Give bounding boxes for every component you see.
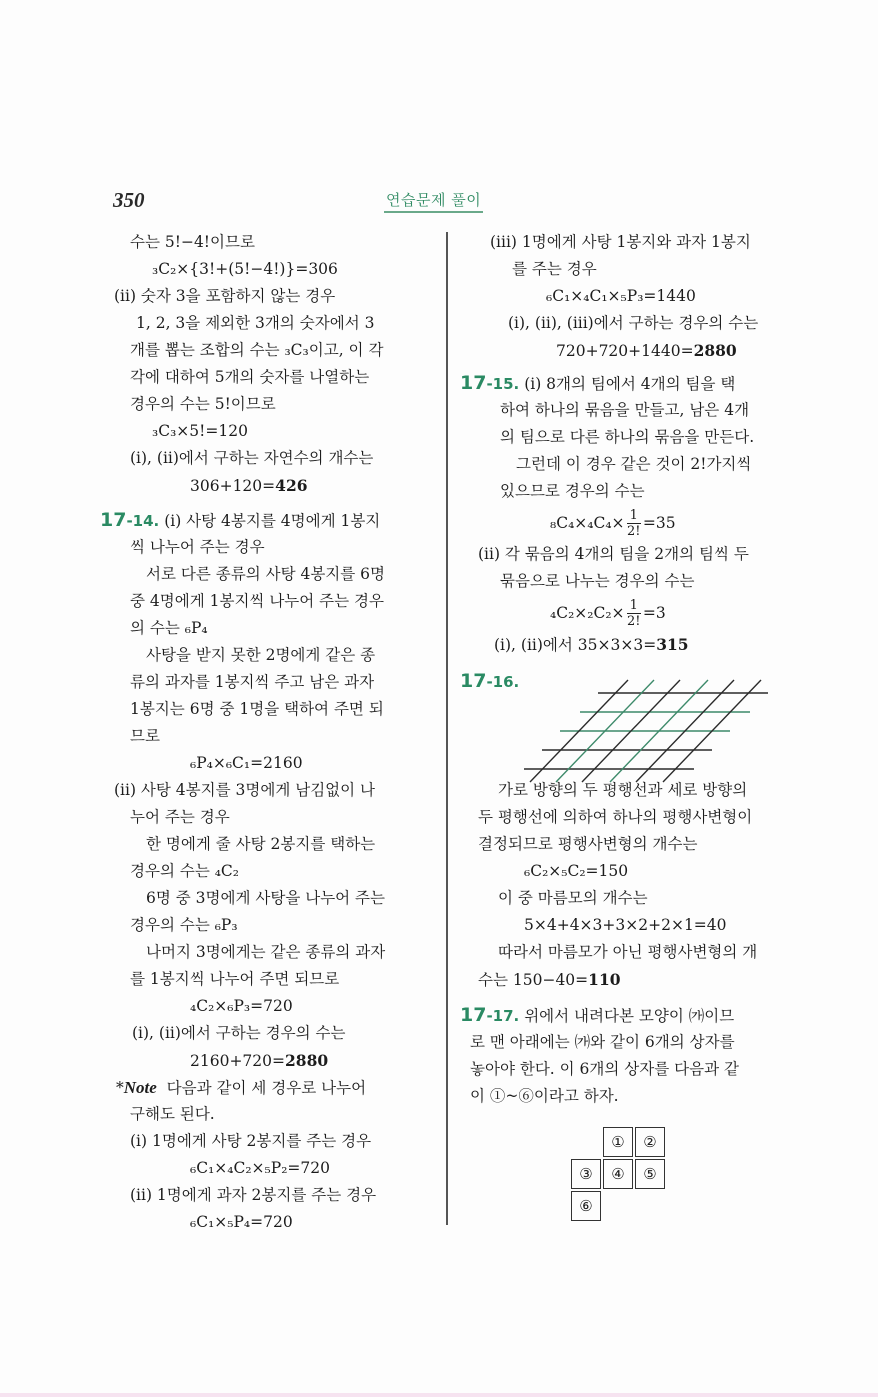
text-line: 사탕을 받지 못한 2명에게 같은 종 bbox=[146, 646, 376, 664]
right-column bbox=[460, 229, 795, 1110]
formula-line: 306+120=426 bbox=[190, 476, 308, 495]
text-line: 서로 다른 종류의 사탕 4봉지를 6명 bbox=[146, 565, 386, 583]
text-line: 하여 하나의 묶음을 만들고, 남은 4개 bbox=[500, 401, 750, 419]
text-line: 경우의 수는 ₄C₂ bbox=[130, 862, 240, 880]
fraction: $\frac{1}{2!}$ bbox=[626, 597, 641, 629]
box-cell: ⑥ bbox=[571, 1191, 601, 1221]
running-head: 연습문제 풀이 bbox=[384, 189, 483, 213]
text-line: 류의 과자를 1봉지씩 주고 남은 과자 bbox=[130, 673, 375, 691]
text-line: 수는 5!−4!이므로 bbox=[130, 233, 255, 251]
note-label: Note bbox=[123, 1078, 157, 1097]
formula-line: 2160+720=2880 bbox=[190, 1051, 329, 1070]
text-line: (i), (ii)에서 구하는 경우의 수는 bbox=[132, 1024, 346, 1042]
formula-line: ₆C₁×₅P₄=720 bbox=[190, 1213, 293, 1231]
problem-number: 17-17. bbox=[460, 1004, 520, 1026]
formula-line: ₆C₁×₄C₂×₅P₂=720 bbox=[190, 1159, 330, 1177]
text-line: 1, 2, 3을 제외한 3개의 숫자에서 3 bbox=[136, 314, 375, 332]
text-line: 한 명에게 줄 사탕 2봉지를 택하는 bbox=[146, 835, 376, 853]
fraction: $\frac{1}{2!}$ bbox=[626, 507, 641, 539]
formula-line: ₈C₄×₄C₄× $\frac{1}{2!}$ =35 bbox=[550, 507, 676, 539]
text-line: (iii) 1명에게 사탕 1봉지와 과자 1봉지 bbox=[490, 233, 751, 251]
text-line: 로 맨 아래에는 ㈎와 같이 6개의 상자를 bbox=[470, 1033, 735, 1051]
text-line: 이 중 마름모의 개수는 bbox=[498, 889, 648, 907]
text-line: 놓아야 한다. 이 6개의 상자를 다음과 같 bbox=[470, 1060, 739, 1078]
box-cell: ③ bbox=[571, 1159, 601, 1189]
box-cell: ⑤ bbox=[635, 1159, 665, 1189]
text-line: 따라서 마름모가 아닌 평행사변형의 개 bbox=[498, 943, 758, 961]
text-line: 므로 bbox=[130, 727, 160, 745]
problem-number: 17-15. bbox=[460, 372, 520, 394]
text-line: 개를 뽑는 조합의 수는 ₃C₃이고, 이 각 bbox=[130, 341, 384, 359]
text-line: 이 ①~⑥이라고 하자. bbox=[470, 1087, 619, 1105]
text-line: (i), (ii), (iii)에서 구하는 경우의 수는 bbox=[508, 314, 759, 332]
text-line: 묶음으로 나누는 경우의 수는 bbox=[500, 572, 695, 590]
text-line: 6명 중 3명에게 사탕을 나누어 주는 bbox=[146, 889, 386, 907]
text-line: 나머지 3명에게는 같은 종류의 과자 bbox=[146, 943, 386, 961]
problem-17-14-heading: 17-14. (i) 사탕 4봉지를 4명에게 1봉지 bbox=[100, 509, 381, 531]
parallel-lines-diagram bbox=[520, 672, 780, 787]
text-line: 누어 주는 경우 bbox=[130, 808, 230, 826]
text-line: 중 4명에게 1봉지씩 나누어 주는 경우 bbox=[130, 592, 384, 610]
text-line: 가로 방향의 두 평행선과 세로 방향의 bbox=[498, 781, 748, 799]
formula-line: ₆C₂×₅C₂=150 bbox=[524, 862, 629, 880]
formula-line: ₃C₂×{3!+(5!−4!)}=306 bbox=[152, 260, 338, 278]
text-line: 경우의 수는 5!이므로 bbox=[130, 395, 276, 413]
box-cell: ④ bbox=[603, 1159, 633, 1189]
box-cell: ② bbox=[635, 1127, 665, 1157]
text-line: 를 1봉지씩 나누어 주면 되므로 bbox=[130, 970, 340, 988]
formula-line: 5×4+4×3+3×2+2×1=40 bbox=[524, 916, 727, 934]
text-line: 의 팀으로 다른 하나의 묶음을 만든다. bbox=[500, 428, 755, 446]
page-number: 350 bbox=[113, 188, 145, 212]
note-heading: *Note 다음과 같이 세 경우로 나누어 bbox=[116, 1078, 367, 1097]
text-line: 구해도 된다. bbox=[130, 1105, 215, 1123]
text-line: 결정되므로 평행사변형의 개수는 bbox=[478, 835, 698, 853]
column-divider bbox=[446, 232, 448, 1225]
text-line: 그런데 이 경우 같은 것이 2!가지씩 bbox=[516, 455, 752, 473]
text-line: 두 평행선에 의하여 하나의 평행사변형이 bbox=[478, 808, 753, 826]
problem-17-15-heading: 17-15. (i) 8개의 팀에서 4개의 팀을 택 bbox=[460, 372, 736, 394]
text-line: 경우의 수는 ₆P₃ bbox=[130, 916, 238, 934]
text-line: (ii) 1명에게 과자 2봉지를 주는 경우 bbox=[130, 1186, 377, 1204]
problem-number: 17-16. bbox=[460, 670, 520, 692]
formula-line: ₃C₃×5!=120 bbox=[152, 422, 248, 440]
text-line: 의 수는 ₆P₄ bbox=[130, 619, 208, 637]
formula-line: ₆C₁×₄C₁×₅P₃=1440 bbox=[546, 287, 696, 305]
text-line: 각에 대하여 5개의 숫자를 나열하는 bbox=[130, 368, 370, 386]
text-line: (ii) 숫자 3을 포함하지 않는 경우 bbox=[114, 287, 336, 305]
text-line: (i), (ii)에서 구하는 자연수의 개수는 bbox=[130, 449, 374, 467]
answer: 315 bbox=[656, 635, 689, 654]
formula-line: (i), (ii)에서 35×3×3=315 bbox=[494, 635, 689, 654]
formula-line: 수는 150−40=110 bbox=[478, 970, 621, 989]
formula-line: ₆P₄×₆C₁=2160 bbox=[190, 754, 303, 772]
bottom-edge-strip bbox=[0, 1393, 878, 1397]
text-line: (i) 1명에게 사탕 2봉지를 주는 경우 bbox=[130, 1132, 372, 1150]
answer: 426 bbox=[275, 476, 308, 495]
text-line: 씩 나누어 주는 경우 bbox=[130, 538, 265, 556]
text-line: (ii) 각 묶음의 4개의 팀을 2개의 팀씩 두 bbox=[478, 545, 749, 563]
answer: 2880 bbox=[285, 1051, 329, 1070]
formula-line: ₄C₂×₂C₂× $\frac{1}{2!}$ =3 bbox=[550, 597, 666, 629]
text-line: 1봉지는 6명 중 1명을 택하여 주면 되 bbox=[130, 700, 384, 718]
left-column bbox=[100, 229, 430, 1236]
box-cell: ① bbox=[603, 1127, 633, 1157]
text-line: 있으므로 경우의 수는 bbox=[500, 482, 645, 500]
formula-line: ₄C₂×₆P₃=720 bbox=[190, 997, 293, 1015]
text-line: (ii) 사탕 4봉지를 3명에게 남김없이 나 bbox=[114, 781, 376, 799]
formula-line: 720+720+1440=2880 bbox=[556, 341, 737, 360]
answer: 2880 bbox=[693, 341, 737, 360]
text-line: 를 주는 경우 bbox=[512, 260, 597, 278]
problem-number: 17-14. bbox=[100, 509, 160, 531]
answer: 110 bbox=[588, 970, 621, 989]
problem-17-17-heading: 17-17. 위에서 내려다본 모양이 ㈎이므 bbox=[460, 1004, 735, 1026]
